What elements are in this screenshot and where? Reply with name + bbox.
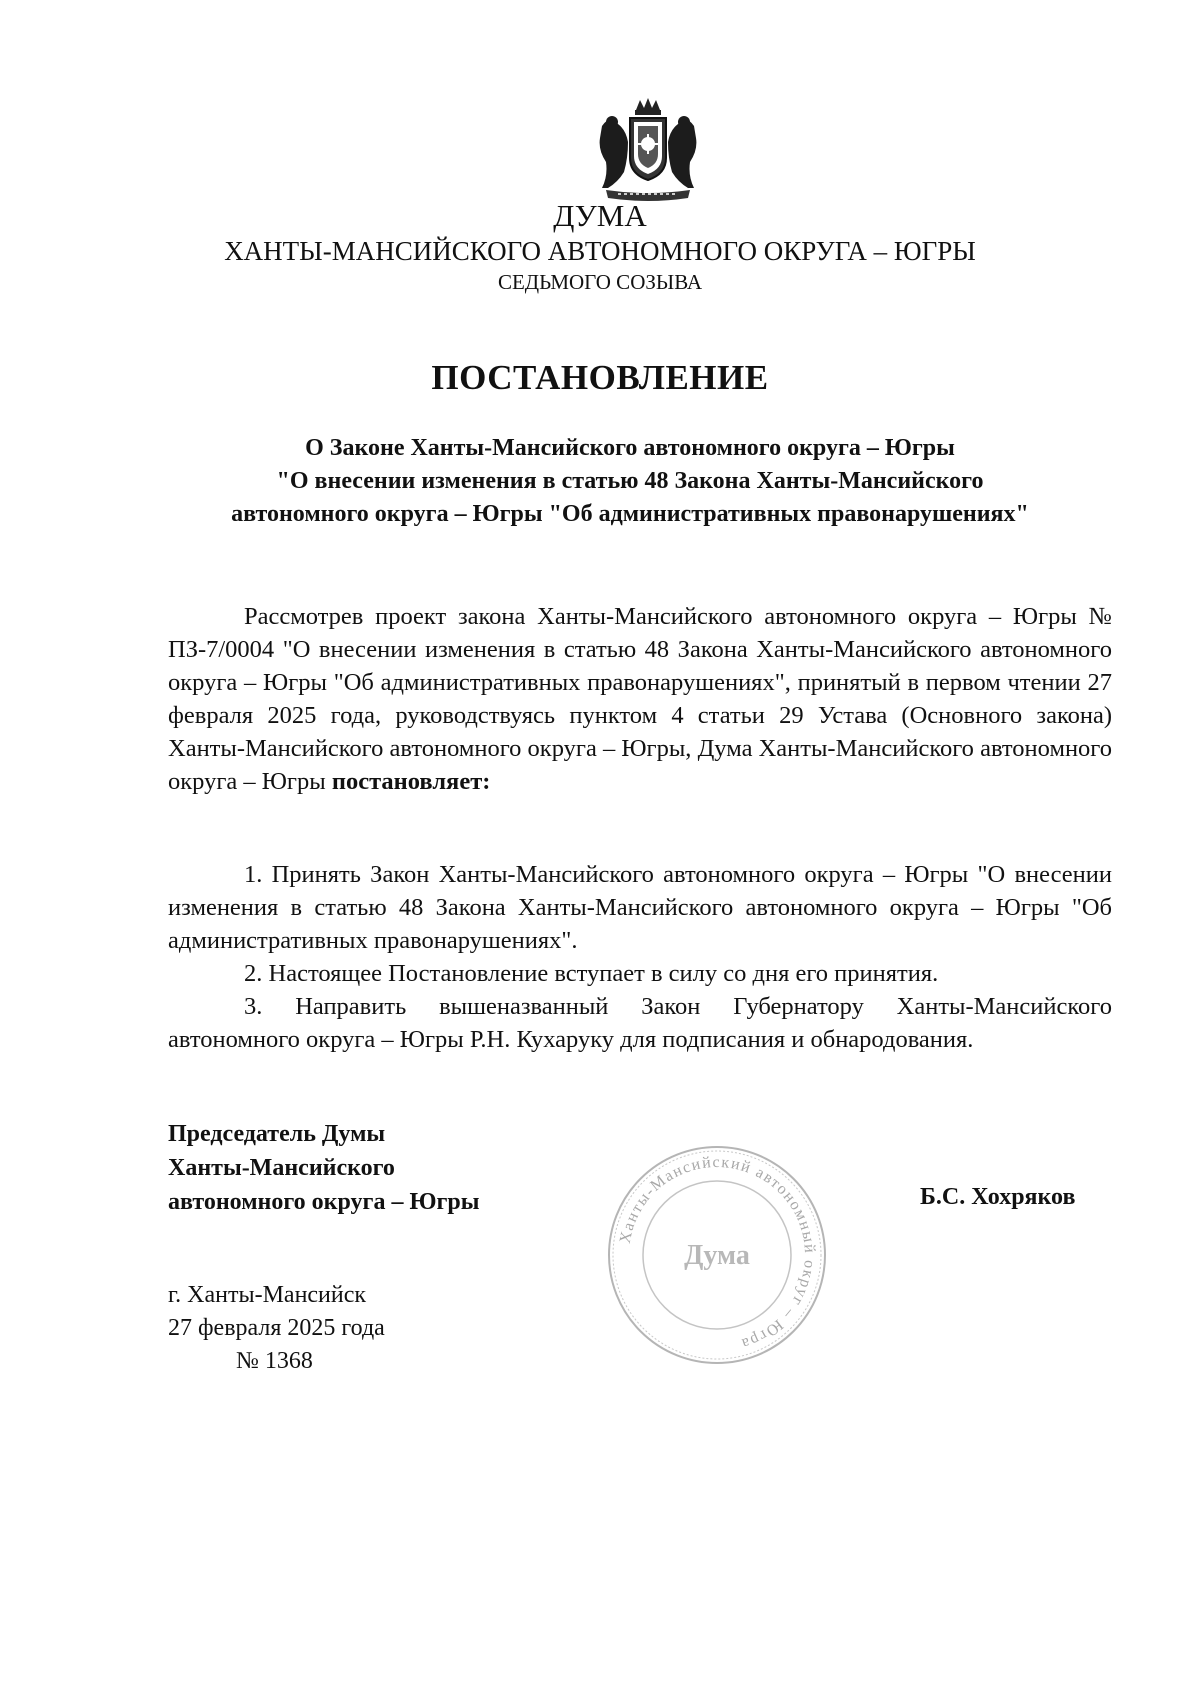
resolution-item: 2. Настоящее Постановление вступает в силу со дня его принятия. <box>244 960 939 987</box>
subject-line: автономного округа – Югры "Об административных правонарушениях" <box>231 501 1029 527</box>
coat-of-arms-icon <box>588 96 708 206</box>
convocation: СЕДЬМОГО СОЗЫВА <box>497 270 703 294</box>
region-name: ХАНТЫ-МАНСИЙСКОГО АВТОНОМНОГО ОКРУГА – ЮГРЫ <box>224 236 976 266</box>
document-subject <box>150 432 1110 531</box>
stamp-ring-text: Ханты-Мансийский автономный округ – Югра <box>616 1153 819 1353</box>
subject-line: "О внесении изменения в статью 48 Закона Ханты-Мансийского <box>276 468 984 494</box>
place-and-date <box>168 1279 385 1378</box>
resolution-item: 1. Принять Закон Ханты-Мансийского автономного округа – Югры "О внесении изменения в статью 48 Закона Ханты-Мансийского автономного округа – Югры "Об административных правонарушениях". <box>168 861 1112 954</box>
preamble-text: Рассмотрев проект закона Ханты-Мансийского автономного округа – Югры № ПЗ-7/0004 "О внесении изменения в статью 48 Закона Ханты-Мансийского автономного округа – Югры "Об административных правонарушениях", принятый в первом чтении 27 февраля 2025 года, руководствуясь пунктом 4 статьи 29 Устава (Основного закона) Ханты-Мансийского автономного округа – Югры, Дума Ханты-Мансийского автономного округа – Югры <box>168 603 1112 795</box>
organization-name: ДУМА <box>553 198 647 233</box>
resolution-item: 3. Направить вышеназванный Закон Губернатору Ханты-Мансийского автономного округа – Югры Р.Н. Кухаруку для подписания и обнародования. <box>168 993 1112 1053</box>
decision-word: постановляет: <box>331 768 491 795</box>
subject-line: О Законе Ханты-Мансийского автономного округа – Югры <box>305 435 955 461</box>
signatory-title-line: автономного округа – Югры <box>168 1189 480 1215</box>
signatory-title-line: Председатель Думы <box>168 1121 386 1147</box>
seal-stamp <box>602 1140 832 1370</box>
preamble-paragraph <box>168 600 1112 798</box>
signatory-name: Б.С. Хохряков <box>920 1184 1076 1210</box>
document-number: № 1368 <box>236 1348 313 1374</box>
signatory-title-line: Ханты-Мансийского <box>168 1155 395 1181</box>
city: г. Ханты-Мансийск <box>168 1282 367 1308</box>
resolution-items <box>168 858 1112 1056</box>
date: 27 февраля 2025 года <box>168 1315 385 1341</box>
stamp-center-text: Дума <box>684 1240 750 1271</box>
document-type: ПОСТАНОВЛЕНИЕ <box>431 358 769 397</box>
signatory-title <box>168 1117 479 1219</box>
